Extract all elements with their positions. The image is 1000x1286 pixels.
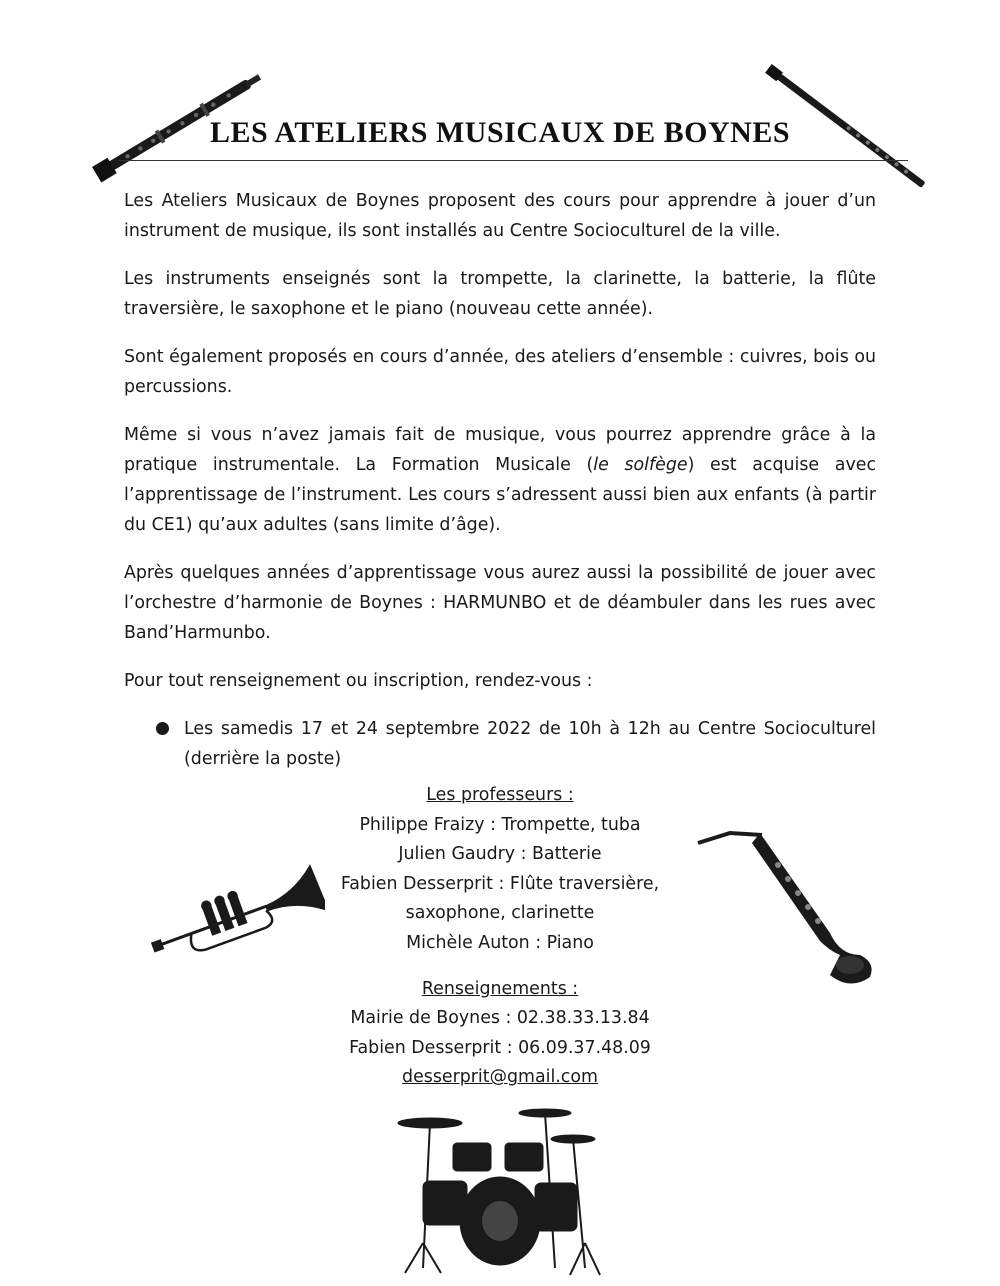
bullet-text: Les samedis 17 et 24 septembre 2022 de 10h à 12h au Centre Socioculturel (derrière la poste) <box>184 719 876 769</box>
teacher-line: Michèle Auton : Piano <box>406 932 594 953</box>
paragraph-instruments: Les instruments enseignés sont la trompette, la clarinette, la batterie, la flûte traversière, le saxophone et le piano (nouveau cette année). <box>124 269 876 319</box>
paragraph-learning-part2: ) est acquise avec l’apprentissage de l’instrument. Les cours s’adressent aussi bien aux enfants (à partir du CE1) qu’aux adultes (sans limite d’âge). <box>124 455 877 535</box>
solfege-italic: le solfège <box>593 455 688 475</box>
paragraph-learning-part1: Même si vous n’avez jamais fait de musique, vous pourrez apprendre grâce à la pratique instrumentale. La Formation Musicale ( <box>124 425 876 475</box>
drum-kit-icon <box>395 1103 610 1283</box>
title-underline <box>118 160 908 161</box>
info-heading: Renseignements : <box>421 978 579 999</box>
trumpet-icon <box>145 855 325 960</box>
paragraph-ensembles: Sont également proposés en cours d’année, des ateliers d’ensemble : cuivres, bois ou percussions. <box>124 347 876 397</box>
mairie-phone: Mairie de Boynes : 02.38.33.13.84 <box>350 1008 650 1029</box>
teacher-line: Fabien Desserprit : Flûte traversière, <box>340 873 660 894</box>
teacher-line: saxophone, clarinette <box>405 903 595 924</box>
paragraph-info: Pour tout renseignement ou inscription, rendez-vous : <box>124 671 593 691</box>
teachers-heading: Les professeurs : <box>426 785 574 805</box>
email-link[interactable]: desserprit@gmail.com <box>402 1067 598 1088</box>
page-title: LES ATELIERS MUSICAUX DE BOYNES <box>209 116 791 149</box>
bullet-item <box>124 714 876 774</box>
contact-block <box>300 781 700 1093</box>
body-text <box>124 186 876 774</box>
paragraph-intro: Les Ateliers Musicaux de Boynes proposent des cours pour apprendre à jouer d’un instrument de musique, ils sont installés au Centre Socioculturel de la ville. <box>124 191 876 241</box>
teacher-line: Julien Gaudry : Batterie <box>398 844 602 865</box>
saxophone-icon <box>690 815 880 990</box>
paragraph-orchestra: Après quelques années d’apprentissage vous aurez aussi la possibilité de jouer avec l’orchestre d’harmonie de Boynes : HARMUNBO et de déambuler dans les rues avec Band’Harmunbo. <box>124 563 876 643</box>
teacher-line: Philippe Fraizy : Trompette, tuba <box>359 814 641 835</box>
bullet-dot-icon <box>156 722 169 735</box>
fabien-phone: Fabien Desserprit : 06.09.37.48.09 <box>349 1037 651 1058</box>
paragraph-learning <box>124 420 876 540</box>
